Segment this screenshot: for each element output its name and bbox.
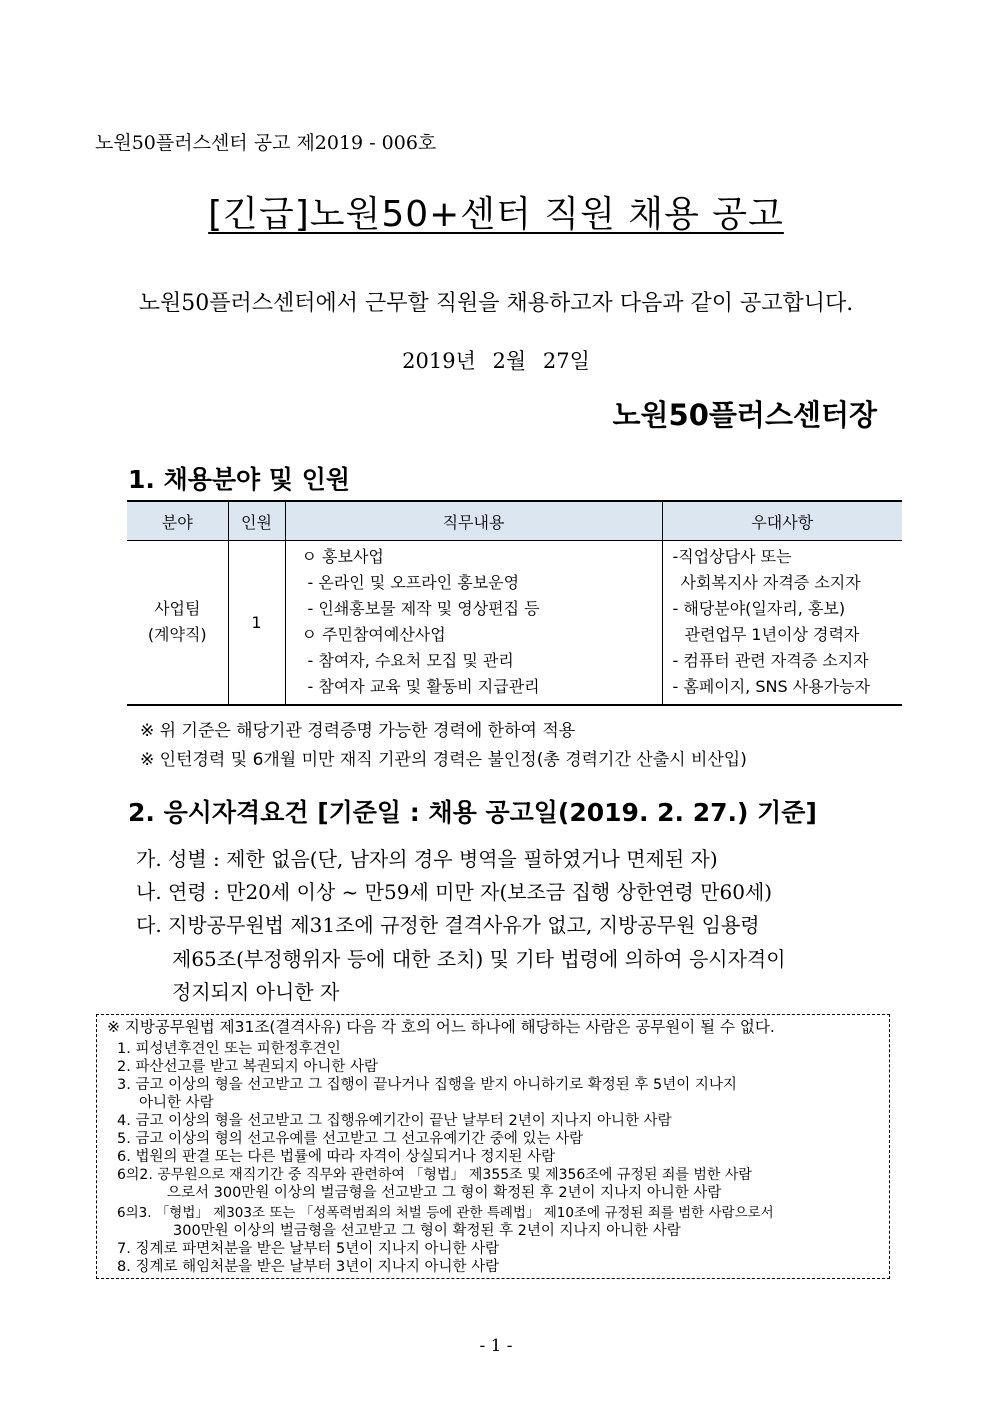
law-item: 3. 금고 이상의 형을 선고받고 그 집행이 끝나거나 집행을 받지 아니하기로 확정된 후 5년이 지나지 <box>117 1077 737 1093</box>
law-item-cont: 아니한 사람 <box>139 1095 214 1111</box>
section1-heading: 1. 채용분야 및 인원 <box>128 465 351 494</box>
table-row <box>127 541 902 705</box>
law-item: 7. 징계로 파면처분을 받은 날부터 5년이 지나지 아니한 사람 <box>117 1241 500 1257</box>
law-item: 6의3. 「형법」 제303조 또는 「성폭력범죄의 처벌 등에 관한 특례법」 제10조에 규정된 죄를 범한 사람으로서 <box>117 1205 774 1221</box>
qualification-disqualification-cont: 제65조(부정행위자 등에 대한 조치) 및 기타 법령에 의하여 응시자격이 <box>172 947 786 971</box>
table-note: ※ 위 기준은 해당기관 경력증명 가능한 경력에 한하여 적용 <box>140 721 576 741</box>
qualification-age: 나. 연령 : 만20세 이상 ~ 만59세 미만 자(보조금 집행 상한연령 만60세) <box>136 880 773 904</box>
page-number: - 1 - <box>479 1336 513 1356</box>
document-title <box>0 186 992 237</box>
preference-line: - 컴퓨터 관련 자격증 소지자 <box>672 651 869 671</box>
notice-number: 노원50플러스센터 공고 제2019 - 006호 <box>95 132 437 154</box>
law-item-cont: 으로서 300만원 이상의 벌금형을 선고받고 그 형이 확정된 후 2년이 지나지 아니한 사람 <box>167 1185 722 1201</box>
qualification-disqualification: 다. 지방공무원법 제31조에 규정한 결격사유가 없고, 지방공무원 임용령 <box>136 913 760 937</box>
header-preferences: 우대사항 <box>662 501 902 541</box>
law-item: 5. 금고 이상의 형의 선고유예를 선고받고 그 선고유예기간 중에 있는 사람 <box>117 1131 584 1147</box>
preference-line: -직업상담사 또는 <box>672 547 792 567</box>
duty-line: ㅇ 홍보사업 <box>301 547 384 567</box>
section2-heading: 2. 응시자격요건 [기준일 : 채용 공고일(2019. 2. 27.) 기준] <box>128 798 817 827</box>
cell-duties <box>285 541 662 705</box>
preference-line: - 홈페이지, SNS 사용가능자 <box>672 677 871 697</box>
law-item: 6. 법원의 판결 또는 다른 법률에 따라 자격이 상실되거나 정지된 사람 <box>117 1149 556 1165</box>
law-item: 8. 징계로 해임처분을 받은 날부터 3년이 지나지 아니한 사람 <box>117 1259 500 1275</box>
law-item: 1. 피성년후견인 또는 피한정후견인 <box>117 1041 341 1057</box>
qualification-gender: 가. 성별 : 제한 없음(단, 남자의 경우 병역을 필하였거나 면제된 자) <box>136 847 718 871</box>
cell-count: 1 <box>228 541 285 705</box>
header-duties: 직무내용 <box>285 501 662 541</box>
qualification-disqualification-cont: 정지되지 아니한 자 <box>172 980 340 1004</box>
cell-preferences <box>662 541 902 705</box>
duty-line: - 인쇄홍보물 제작 및 영상편집 등 <box>307 599 540 619</box>
preference-line: - 해당분야(일자리, 홍보) <box>672 599 846 619</box>
duty-line: - 온라인 및 오프라인 홍보운영 <box>307 573 520 593</box>
law-excerpt-box <box>96 1014 890 1279</box>
recruitment-table <box>127 500 902 706</box>
announcement-date: 2019년 2월 27일 <box>402 349 590 373</box>
law-item-cont: 300만원 이상의 벌금형을 선고받고 그 형이 확정된 후 2년이 지나지 아니한 사람 <box>173 1223 681 1239</box>
header-field: 분야 <box>127 501 228 541</box>
law-item: 6의2. 공무원으로 재직기간 중 직무와 관련하여 「형법」 제355조 및 제356조에 규정된 죄를 범한 사람 <box>117 1167 752 1183</box>
issuer-name: 노원50플러스센터장 <box>612 398 877 432</box>
table-note: ※ 인턴경력 및 6개월 미만 재직 기관의 경력은 불인정(총 경력기간 산출시 비산입) <box>140 750 747 770</box>
document-title-text: [긴급]노원50+센터 직원 채용 공고 <box>208 194 784 235</box>
law-box-title: ※ 지방공무원법 제31조(결격사유) 다음 각 호의 어느 하나에 해당하는 사람은 공무원이 될 수 없다. <box>107 1018 775 1036</box>
duty-line: ㅇ 주민참여예산사업 <box>301 625 446 645</box>
preference-line: 관련업무 1년이상 경력자 <box>684 625 860 645</box>
field-name: 사업팀 <box>154 599 201 619</box>
table-header-row <box>127 501 902 541</box>
intro-text: 노원50플러스센터에서 근무할 직원을 채용하고자 다음과 같이 공고합니다. <box>138 291 854 316</box>
law-item: 4. 금고 이상의 형을 선고받고 그 집행유예기간이 끝난 날부터 2년이 지나지 아니한 사람 <box>117 1113 672 1129</box>
field-type: (계약직) <box>147 625 207 645</box>
preference-line: 사회복지사 자격증 소지자 <box>680 573 861 593</box>
cell-field <box>127 541 228 705</box>
duty-line: - 참여자, 수요처 모집 및 관리 <box>307 651 514 671</box>
duty-line: - 참여자 교육 및 활동비 지급관리 <box>307 677 540 697</box>
law-item: 2. 파산선고를 받고 복권되지 아니한 사람 <box>117 1059 378 1075</box>
header-count: 인원 <box>228 501 285 541</box>
